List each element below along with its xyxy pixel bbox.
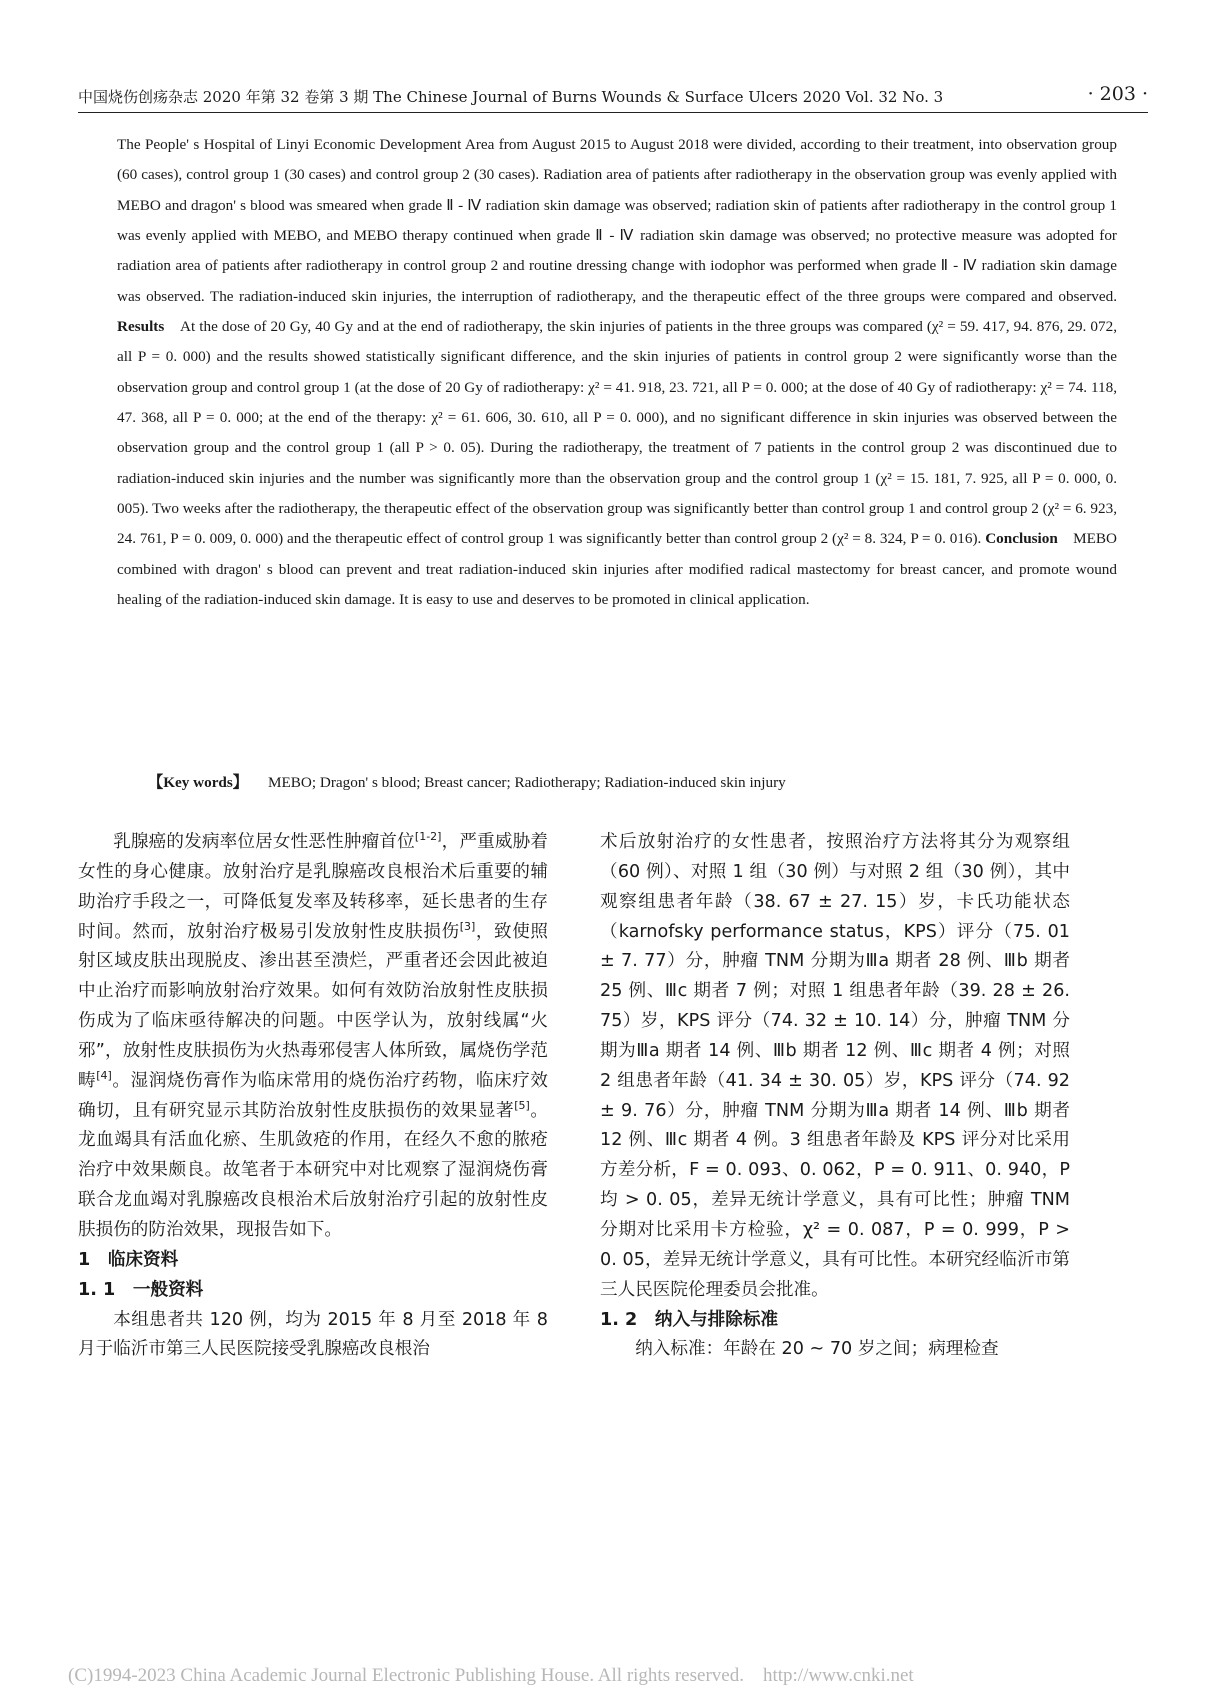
key-words: [148, 771, 1128, 792]
general-data-paragraph: 本组患者共 120 例，均为 2015 年 8 月至 2018 年 8 月于临沂市第三人民医院接受乳腺癌改良根治: [78, 1309, 548, 1360]
abstract-results-text: At the dose of 20 Gy, 40 Gy and at the end of radiotherapy, the skin injuries of patients in the three groups was compared (χ² = 59. 417, 94. 876, 29. 072, all P = 0. 000) and the results showed statistically significant difference, and the skin injuries of patients in control group 2 were significantly worse than the observation group and control group 1 (at the dose of 20 Gy of radiotherapy: χ² = 41. 918, 23. 721, all P = 0. 000; at the dose of 40 Gy of radiotherapy: χ² = 74. 118, 47. 368, all P = 0. 000; at the end of the therapy: χ² = 61. 606, 30. 610, all P = 0. 000), and no significant difference in skin injuries was observed between the observation group and the control group 1 (all P > 0. 05). During the radiotherapy, the treatment of 7 patients in the control group 2 was discontinued due to radiation-induced skin injuries and the number was significantly more than the observation group and the control group 1 (χ² = 15. 181, 7. 925, all P = 0. 000, 0. 005). Two weeks after the radiotherapy, the therapeutic effect of the observation group was significantly better than control group 1 and control group 2 (χ² = 6. 923, 24. 761, P = 0. 009, 0. 000) and the therapeutic effect of control group 1 was significantly better than control group 2 (χ² = 8. 324, P = 0. 016).: [117, 318, 1117, 548]
citation-ref: [4]: [96, 1068, 112, 1082]
running-header: [78, 83, 1148, 112]
page-number: · 203 ·: [1087, 83, 1148, 105]
conclusion-label: Conclusion: [985, 530, 1058, 548]
patient-groups-paragraph: 术后放射治疗的女性患者，按照治疗方法将其分为观察组（60 例）、对照 1 组（30 例）与对照 2 组（30 例），其中观察组患者年龄（38. 67 ± 27. 15）岁，卡氏功能状态（karnofsky performance status，KPS）评分（75. 01 ± 7. 77）分，肿瘤 TNM 分期为Ⅲa 期者 28 例、Ⅲb 期者 25 例、Ⅲc 期者 7 例；对照 1 组患者年龄（39. 28 ± 26. 75）岁，KPS 评分（74. 32 ± 10. 14）分，肿瘤 TNM 分期为Ⅲa 期者 14 例、Ⅲb 期者 12 例、Ⅲc 期者 4 例；对照 2 组患者年龄（41. 34 ± 30. 05）岁，KPS 评分（74. 92 ± 9. 76）分，肿瘤 TNM 分期为Ⅲa 期者 14 例、Ⅲb 期者 12 例、Ⅲc 期者 4 例。3 组患者年龄及 KPS 评分对比采用方差分析，F = 0. 093、0. 062，P = 0. 911、0. 940，P 均 > 0. 05，差异无统计学意义，具有可比性；肿瘤 TNM 分期对比采用卡方检验，χ² = 0. 087，P = 0. 999，P > 0. 05，差异无统计学意义，具有可比性。本研究经临沂市第三人民医院伦理委员会批准。: [600, 832, 1070, 1300]
journal-header-title: 中国烧伤创疡杂志 2020 年第 32 卷第 3 期 The Chinese Journal of Burns Wounds & Surface Ulcers 2020 Vol. 32 No. 3: [78, 88, 944, 106]
citation-ref: [3]: [459, 919, 476, 933]
citation-ref: [1-2]: [414, 830, 442, 844]
subsection-heading-general-data: 1. 1 一般资料: [78, 1279, 204, 1300]
inclusion-criteria-paragraph: 纳入标准：年龄在 20 ~ 70 岁之间；病理检查: [635, 1339, 999, 1360]
subsection-heading-criteria: 1. 2 纳入与排除标准: [600, 1309, 779, 1330]
results-label: Results: [117, 318, 165, 336]
section-heading-clinical-data: 1 临床资料: [78, 1249, 179, 1270]
english-abstract: [117, 130, 1117, 616]
abstract-conclusion-text: MEBO combined with dragon' s blood can prevent and treat radiation-induced skin injuries after modified radical mastectomy for breast cancer, and promote wound healing of the radiation-induced skin damage. It is easy to use and deserves to be promoted in clinical application.: [117, 530, 1118, 609]
citation-ref: [5]: [514, 1098, 530, 1112]
intro-paragraph: 乳腺癌的发病率位居女性恶性肿瘤首位[1-2]，严重威胁着女性的身心健康。放射治疗是乳腺癌改良根治术后重要的辅助治疗手段之一，可降低复发率及转移率，延长患者的生存时间。然而，放射治疗极易引发放射性皮肤损伤[3]，致使照射区域皮肤出现脱皮、渗出甚至溃烂，严重者还会因此被迫中止治疗而影响放射治疗效果。如何有效防治放射性皮肤损伤成为了临床亟待解决的问题。中医学认为，放射线属“火邪”，放射性皮肤损伤为火热毒邪侵害人体所致，属烧伤学范畴[4]。湿润烧伤膏作为临床常用的烧伤治疗药物，临床疗效确切，且有研究显示其防治放射性皮肤损伤的效果显著[5]。龙血竭具有活血化瘀、生肌敛疮的作用，在经久不愈的脓疮治疗中效果颇良。故笔者于本研究中对比观察了湿润烧伤膏联合龙血竭对乳腺癌改良根治术后放射治疗引起的放射性皮肤损伤的防治效果，现报告如下。: [78, 830, 548, 1240]
copyright-footer: (C)1994-2023 China Academic Journal Electronic Publishing House. All rights reserved. http://www.cnki.net: [68, 1665, 914, 1686]
body-column-right: [600, 828, 1070, 1365]
key-words-label: 【Key words】: [148, 774, 248, 791]
abstract-methods-text: The People' s Hospital of Linyi Economic Development Area from August 2015 to August 2018 were divided, according to their treatment, into observation group (60 cases), control group 1 (30 cases) and control group 2 (30 cases). Radiation area of patients after radiotherapy in the observation group was evenly applied with MEBO and dragon' s blood was smeared when grade Ⅱ - Ⅳ radiation skin damage was observed; radiation skin of patients after radiotherapy in the control group 1 was evenly applied with MEBO, and MEBO therapy continued when grade Ⅱ - Ⅳ radiation skin damage was observed; no protective measure was adopted for radiation area of patients after radiotherapy in control group 2 and routine dressing change with iodophor was performed when grade Ⅱ - Ⅳ radiation skin damage was observed. The radiation-induced skin injuries, the interruption of radiotherapy, and the therapeutic effect of the three groups were compared and observed.: [117, 136, 1117, 305]
header-divider: [78, 112, 1148, 113]
body-column-left: [78, 828, 548, 1365]
key-words-text: MEBO; Dragon' s blood; Breast cancer; Radiotherapy; Radiation-induced skin injury: [267, 774, 786, 791]
